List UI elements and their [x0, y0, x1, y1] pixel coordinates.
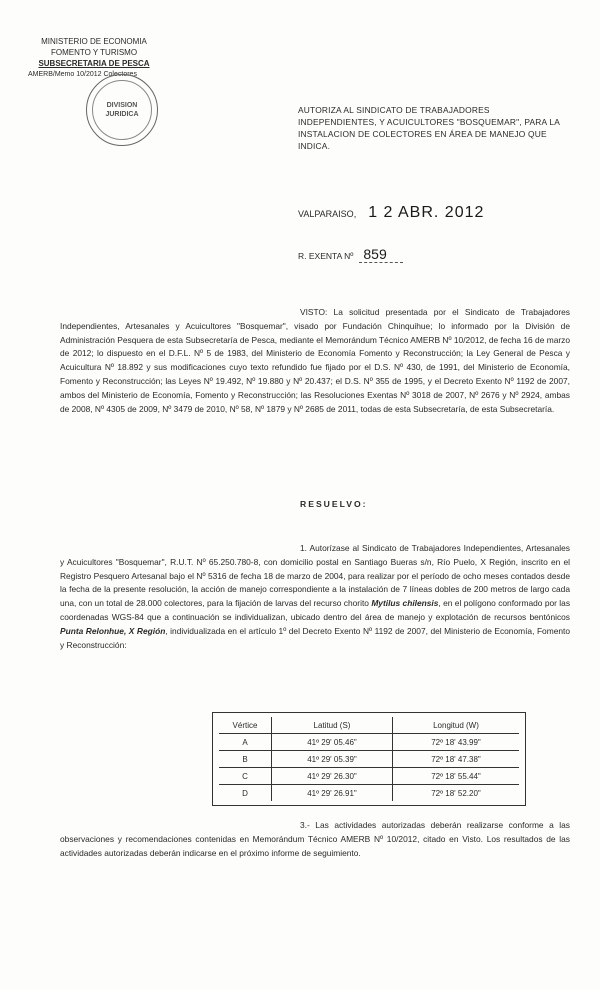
- article-1-paragraph: [60, 542, 570, 652]
- table-row: [219, 751, 519, 768]
- longitude-cell: 72º 18' 55.44": [393, 768, 520, 785]
- table-row: [219, 768, 519, 785]
- table-row: [219, 734, 519, 751]
- article-1-text-a: 1. Autorízase al Sindicato de Trabajadores Independientes, Artesanales y Acuicultores "Bosquemar", R.U.T. Nº 65.250.780-8, con domicilio postal en Santiago Bueras s/n, Río Puelo, X Región, inscrito en el Registro Pesquero Artesanal bajo el Nº 5316 de fecha 18 de marzo de 2004, para realizar por el período de ocho meses contados desde la fecha de la presente resolución, la acción de manejo correspondiente a la instalación de 7 líneas dobles de 200 metros de largo cada una, con un total de 28.000 colectores, para la fijación de larvas del recurso chorito: [60, 543, 570, 609]
- exenta-row: [298, 246, 403, 263]
- header-latitud: Latitud (S): [272, 717, 393, 734]
- area-name: Punta Relonhue, X Región: [60, 625, 166, 636]
- coordinates-table-box: [212, 712, 526, 806]
- resolution-date: 1 2 ABR. 2012: [368, 204, 485, 221]
- resolution-title: AUTORIZA AL SINDICATO DE TRABAJADORES INDEPENDIENTES, Y ACUICULTORES "BOSQUEMAR", PARA LA INSTALACION DE COLECTORES EN ÁREA DE MANEJO QUE INDICA.: [298, 105, 560, 151]
- memo-reference: AMERB/Memo 10/2012 Colectores: [28, 71, 137, 78]
- ministry-subline: FOMENTO Y TURISMO: [50, 48, 138, 57]
- table-header-row: [219, 717, 519, 734]
- article-1-text-b: , en el polígono conformado por las coordenadas WGS-84 que a continuación se individualizan, ubicado dentro del área de manejo y explotación de recursos bentónicos: [60, 598, 571, 622]
- header-longitud: Longitud (W): [393, 717, 520, 734]
- longitude-cell: 72º 18' 52.20": [431, 788, 481, 798]
- article-1-text-c: , individualizada en el artículo 1º del Decreto Exento Nº 1192 de 2007, del Ministerio de Economía, Fomento y Reconstrucción:: [60, 625, 570, 650]
- place-label: VALPARAISO,: [298, 209, 357, 219]
- resuelvo-heading: RESUELVO:: [300, 499, 368, 509]
- table-row: [219, 785, 519, 802]
- latitude-cell: 41º 29' 05.39": [272, 751, 393, 768]
- vertex-cell: B: [219, 751, 272, 768]
- species-name: Mytilus chilensis: [371, 598, 439, 609]
- subsecretaria-line: SUBSECRETARIA DE PESCA: [38, 59, 150, 68]
- stamp-line-1: DIVISION: [106, 102, 138, 109]
- ministry-line: MINISTERIO DE ECONOMIA: [41, 37, 147, 46]
- coordinates-table: [219, 717, 519, 801]
- stamp-ring: [92, 80, 152, 140]
- issuer-header: [28, 36, 154, 80]
- stamp-line-2: JURIDICA: [105, 111, 139, 118]
- date-row: [298, 204, 484, 222]
- division-juridica-stamp: [86, 74, 158, 146]
- longitude-cell: 72º 18' 47.38": [393, 751, 520, 768]
- longitude-cell: 72º 18' 43.99": [393, 734, 520, 751]
- vertex-cell: C: [219, 768, 272, 785]
- header-vertice: Vértice: [219, 717, 272, 734]
- exenta-number: 859: [359, 246, 402, 263]
- latitude-cell: 41º 29' 26.30": [272, 768, 393, 785]
- exenta-label: R. EXENTA Nº: [298, 251, 354, 261]
- latitude-cell: 41º 29' 26.91": [272, 785, 393, 802]
- visto-paragraph: VISTO: La solicitud presentada por el Sindicato de Trabajadores Independientes, Artesanales y Acuicultores "Bosquemar", visado por Fundación Chinquihue; lo informado por la División de Administración Pesquera de esta Subsecretaría de Pesca, mediante el Memorándum Técnico AMERB Nº 10/2012, de fecha 16 de marzo de 2012; lo dispuesto en el D.F.L. Nº 5 de 1983, del Ministerio de Economía Fomento y Reconstrucción; la Ley General de Pesca y Acuicultura Nº 18.892 y sus modificaciones cuyo texto refundido fue fijado por el D.S. Nº 430, de 1991, del Ministerio de Economía, Fomento y Reconstrucción; las Leyes Nº 19.492, Nº 19.880 y Nº 20.437; el D.S. Nº 355 de 1995, y el Decreto Exento Nº 1192 de 2007, ambos del Ministerio de Economía, Fomento y Reconstrucción; las Resoluciones Exentas Nº 3018 de 2007, Nº 2676 y Nº 2924, ambas de 2008, Nº 4305 de 2009, Nº 3479 de 2010, Nº 58, Nº 1879 y Nº 2685 de 2011, todas de esta Subsecretaría, de esta Subsecretaría.: [60, 307, 570, 414]
- article-3-paragraph: 3.- Las actividades autorizadas deberán realizarse conforme a las observaciones y recomendaciones contenidas en Memorándum Técnico AMERB Nº 10/2012, citado en Visto. Los resultados de las actividades autorizadas deberán indicarse en el próximo informe de seguimiento.: [60, 820, 570, 858]
- vertex-cell: D: [219, 785, 272, 802]
- vertex-cell: A: [219, 734, 272, 751]
- latitude-cell: 41º 29' 05.46": [272, 734, 393, 751]
